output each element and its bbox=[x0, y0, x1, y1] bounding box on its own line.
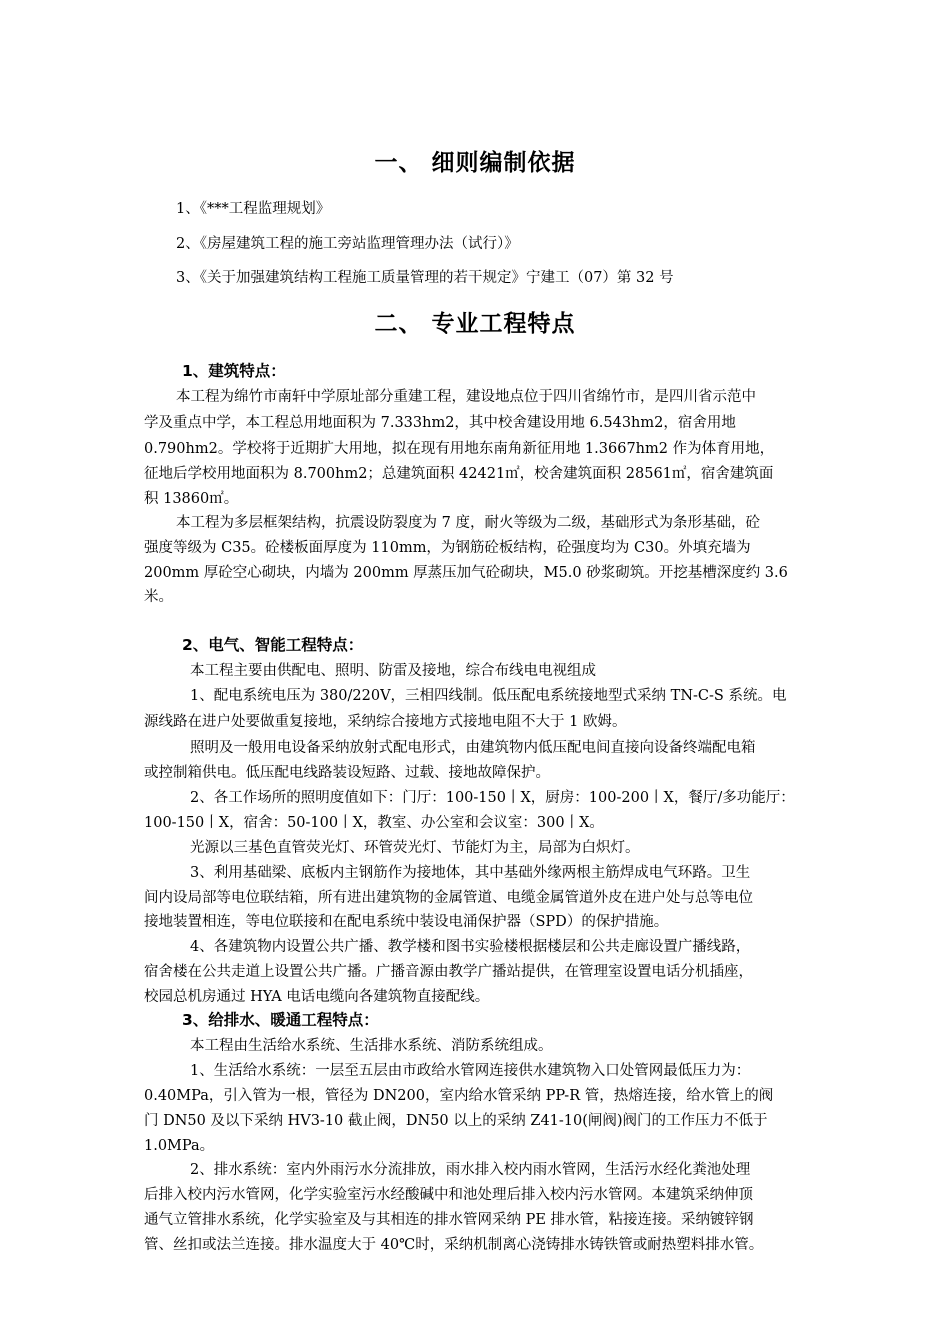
reference-item: 3、《关于加强建筑结构工程施工质量管理的若干规定》宁建工（07）第 32 号 bbox=[176, 270, 674, 286]
section-title-electrical: 2、电气、智能工程特点： bbox=[182, 636, 364, 654]
reference-item: 2、《房屋建筑工程的施工旁站监理管理办法（试行）》 bbox=[176, 236, 519, 252]
paragraph-line: 1.0MPa。 bbox=[144, 1138, 215, 1154]
paragraph-line: 100-150丨X，宿舍：50-100丨X，教室、办公室和会议室：300丨X。 bbox=[144, 815, 604, 831]
paragraph-line: 2、排水系统：室内外雨污水分流排放，雨水排入校内雨水管网，生活污水经化粪池处理 bbox=[190, 1162, 751, 1178]
paragraph-line: 光源以三基色直管荧光灯、环管荧光灯、节能灯为主，局部为白炽灯。 bbox=[190, 840, 640, 856]
paragraph-line: 本工程为绵竹市南轩中学原址部分重建工程，建设地点位于四川省绵竹市，是四川省示范中 bbox=[176, 389, 756, 405]
paragraph-line: 源线路在进户处要做重复接地，采纳综合接地方式接地电阻不大于 1 欧姆。 bbox=[144, 714, 627, 730]
paragraph-line: 200mm 厚砼空心砌块，内墙为 200mm 厚蒸压加气砼砌块，M5.0 砂浆砌筑。开挖基槽深度约 3.6 bbox=[144, 565, 788, 581]
paragraph-line: 0.40MPa，引入管为一根，管径为 DN200，室内给水管采纳 PP-R 管，热熔连接，给水管上的阀 bbox=[144, 1088, 774, 1104]
paragraph-line: 后排入校内污水管网，化学实验室污水经酸碱中和池处理后排入校内污水管网。本建筑采纳伸顶 bbox=[144, 1187, 753, 1203]
paragraph-line: 管、丝扣或法兰连接。排水温度大于 40℃时，采纳机制离心浇铸排水铸铁管或耐热塑料排水管。 bbox=[144, 1237, 764, 1253]
paragraph-line: 3、利用基础梁、底板内主钢筋作为接地体，其中基础外缘两根主筋焊成电气环路。卫生 bbox=[190, 865, 751, 881]
paragraph-line: 校园总机房通过 HYA 电话电缆向各建筑物直接配线。 bbox=[144, 989, 490, 1005]
paragraph-line: 本工程主要由供配电、照明、防雷及接地，综合布线电电视组成 bbox=[190, 663, 596, 679]
paragraph-line: 1、生活给水系统：一层至五层由市政给水管网连接供水建筑物入口处管网最低压力为： bbox=[190, 1063, 751, 1079]
heading-characteristics: 二、 专业工程特点 bbox=[374, 311, 576, 337]
paragraph-line: 宿舍楼在公共走道上设置公共广播。广播音源由教学广播站提供，在管理室设置电话分机插座， bbox=[144, 964, 753, 980]
reference-item: 1、《***工程监理规划》 bbox=[176, 201, 331, 217]
paragraph-line: 本工程为多层框架结构，抗震设防裂度为 7 度，耐火等级为二级，基础形式为条形基础，砼 bbox=[176, 515, 760, 531]
paragraph-line: 征地后学校用地面积为 8.700hm2；总建筑面积 42421㎡，校舍建筑面积 28561㎡，宿舍建筑面 bbox=[144, 466, 774, 482]
paragraph-line: 本工程由生活给水系统、生活排水系统、消防系统组成。 bbox=[190, 1038, 553, 1054]
paragraph-line: 门 DN50 及以下采纳 HV3-10 截止阀，DN50 以上的采纳 Z41-10(闸阀)阀门的工作压力不低于 bbox=[144, 1113, 768, 1129]
heading-basis: 一、 细则编制依据 bbox=[374, 150, 576, 176]
paragraph-line: 1、配电系统电压为 380/220V，三相四线制。低压配电系统接地型式采纳 TN-C-S 系统。电 bbox=[190, 688, 787, 704]
paragraph-line: 2、各工作场所的照明度值如下：门厅：100-150丨X，厨房：100-200丨X，餐厅/多功能厅： bbox=[190, 790, 795, 806]
paragraph-line: 学及重点中学，本工程总用地面积为 7.333hm2，其中校舍建设用地 6.543hm2，宿舍用地 bbox=[144, 415, 736, 431]
paragraph-line: 积 13860㎡。 bbox=[144, 491, 239, 507]
paragraph-line: 照明及一般用电设备采纳放射式配电形式，由建筑物内低压配电间直接向设备终端配电箱 bbox=[190, 740, 756, 756]
paragraph-line: 0.790hm2。学校将于近期扩大用地，拟在现有用地东南角新征用地 1.3667hm2 作为体育用地， bbox=[144, 441, 775, 457]
paragraph-line: 4、各建筑物内设置公共广播、教学楼和图书实验楼根据楼层和公共走廊设置广播线路， bbox=[190, 939, 751, 955]
section-title-plumbing-hvac: 3、给排水、暖通工程特点： bbox=[182, 1011, 379, 1029]
paragraph-line: 或控制箱供电。低压配电线路装设短路、过载、接地故障保护。 bbox=[144, 765, 550, 781]
paragraph-line: 通气立管排水系统，化学实验室及与其相连的排水管网采纳 PE 排水管，粘接连接。采纳镀锌钢 bbox=[144, 1212, 754, 1228]
paragraph-line: 接地装置相连，等电位联接和在配电系统中装设电涌保护器（SPD）的保护措施。 bbox=[144, 914, 669, 930]
paragraph-line: 强度等级为 C35。砼楼板面厚度为 110mm，为钢筋砼板结构，砼强度均为 C30。外填充墙为 bbox=[144, 540, 751, 556]
section-title-architecture: 1、建筑特点： bbox=[182, 362, 286, 380]
paragraph-line: 米。 bbox=[144, 589, 173, 605]
paragraph-line: 间内设局部等电位联结箱，所有进出建筑物的金属管道、电缆金属管道外皮在进户处与总等电位 bbox=[144, 890, 753, 906]
